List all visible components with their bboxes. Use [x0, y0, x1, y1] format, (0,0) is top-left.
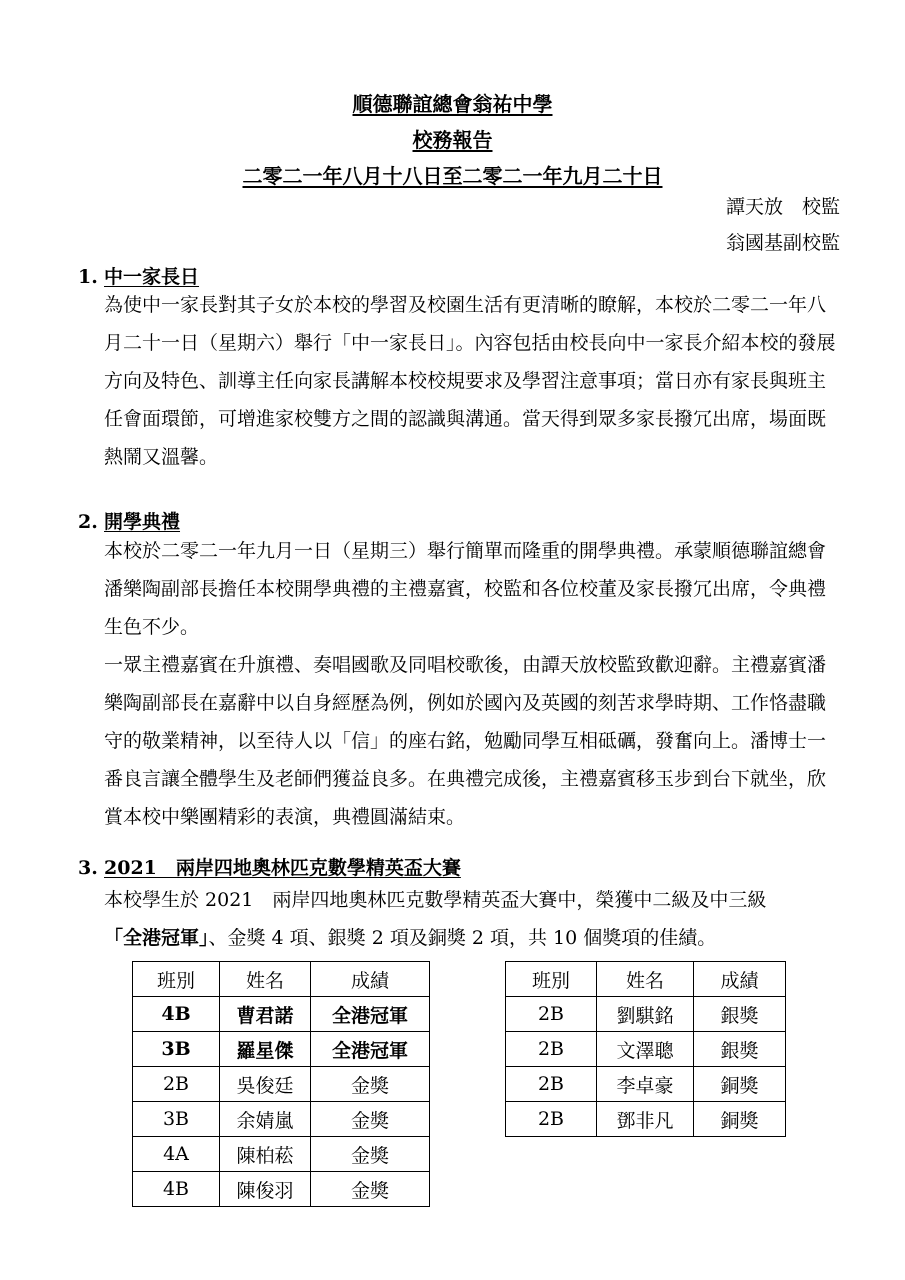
cell-name: 余婧嵐	[220, 1102, 311, 1137]
table-row	[506, 997, 786, 1032]
section-1-heading	[78, 262, 199, 289]
table-row	[506, 1102, 786, 1137]
section-number: 2.	[78, 511, 98, 533]
section-title: 2021 兩岸四地奧林匹克數學精英盃大賽	[104, 857, 461, 879]
header-result: 成績	[694, 962, 786, 997]
section-1-body	[104, 286, 840, 476]
table-row	[133, 1102, 430, 1137]
section-3-body	[104, 881, 864, 957]
paragraph-line-rest: 、金獎 4 項、銀獎 2 項及銅獎 2 項，共 10 個獎項的佳績。	[208, 927, 717, 949]
section-2-body	[104, 532, 840, 836]
table-row	[133, 1137, 430, 1172]
report-period: 二零二一年八月十八日至二零二一年九月二十日	[242, 164, 663, 188]
cell-name: 文澤聰	[597, 1032, 694, 1067]
paragraph-line: 本校學生於 2021 兩岸四地奧林匹克數學精英盃大賽中，榮獲中二級及中三級	[104, 889, 767, 911]
cell-name: 鄧非凡	[597, 1102, 694, 1137]
cell-name: 陳柏菘	[220, 1137, 311, 1172]
section-3-heading	[78, 853, 461, 880]
header-result: 成績	[311, 962, 430, 997]
header-name: 姓名	[597, 962, 694, 997]
table-row	[133, 1172, 430, 1207]
cell-result: 金獎	[311, 1067, 430, 1102]
cell-result: 金獎	[311, 1172, 430, 1207]
cell-name: 曹君諾	[220, 997, 311, 1032]
section-number: 1.	[78, 266, 98, 288]
awards-table-right	[505, 961, 786, 1137]
cell-name: 吳俊廷	[220, 1067, 311, 1102]
table-row	[133, 997, 430, 1032]
section-number: 3.	[78, 857, 98, 879]
paragraph: 本校於二零二一年九月一日（星期三）舉行簡單而隆重的開學典禮。承蒙順德聯誼總會潘樂陶副部長擔任本校開學典禮的主禮嘉賓，校監和各位校董及家長撥冗出席，令典禮生色不少。	[104, 540, 827, 638]
section-title: 開學典禮	[104, 511, 181, 533]
cell-result: 銅獎	[694, 1102, 786, 1137]
table-row	[506, 1067, 786, 1102]
cell-result: 金獎	[311, 1102, 430, 1137]
awards-table-left	[132, 961, 430, 1207]
cell-class: 2B	[506, 1032, 597, 1067]
signer-supervisor: 譚天放 校監	[725, 196, 840, 218]
cell-class: 3B	[133, 1032, 220, 1067]
cell-class: 4B	[133, 1172, 220, 1207]
section-2-heading	[78, 507, 180, 534]
header-class: 班別	[506, 962, 597, 997]
cell-class: 2B	[133, 1067, 220, 1102]
table-header-row	[133, 962, 430, 997]
signer-deputy-supervisor: 翁國基副校監	[725, 232, 840, 254]
cell-class: 4B	[133, 997, 220, 1032]
paragraph: 一眾主禮嘉賓在升旗禮、奏唱國歌及同唱校歌後，由譚天放校監致歡迎辭。主禮嘉賓潘樂陶副部長在嘉辭中以自身經歷為例，例如於國內及英國的刻苦求學時期、工作恪盡職守的敬業精神，以至待人以「信」的座右銘，勉勵同學互相砥礪，發奮向上。潘博士一番良言讓全體學生及老師們獲益良多。在典禮完成後，主禮嘉賓移玉步到台下就坐，欣賞本校中樂團精彩的表演，典禮圓滿結束。	[104, 654, 827, 828]
table-header-row	[506, 962, 786, 997]
cell-name: 李卓豪	[597, 1067, 694, 1102]
cell-result: 銅獎	[694, 1067, 786, 1102]
cell-result: 全港冠軍	[311, 1032, 430, 1067]
cell-result: 銀獎	[694, 997, 786, 1032]
paragraph: 為使中一家長對其子女於本校的學習及校園生活有更清晰的瞭解，本校於二零二一年八月二十一日（星期六）舉行「中一家長日」。內容包括由校長向中一家長介紹本校的發展方向及特色、訓導主任向家長講解本校校規要求及學習注意事項；當日亦有家長與班主任會面環節，可增進家校雙方之間的認識與溝通。當天得到眾多家長撥冗出席，場面既熱鬧又溫馨。	[104, 294, 836, 468]
cell-result: 銀獎	[694, 1032, 786, 1067]
cell-name: 羅星傑	[220, 1032, 311, 1067]
table-row	[506, 1032, 786, 1067]
table-row	[133, 1067, 430, 1102]
cell-result: 全港冠軍	[311, 997, 430, 1032]
cell-class: 2B	[506, 997, 597, 1032]
cell-class: 2B	[506, 1067, 597, 1102]
header-class: 班別	[133, 962, 220, 997]
school-title: 順德聯誼總會翁祐中學	[352, 92, 553, 116]
cell-name: 劉騏銘	[597, 997, 694, 1032]
header-name: 姓名	[220, 962, 311, 997]
table-row	[133, 1032, 430, 1067]
cell-class: 3B	[133, 1102, 220, 1137]
cell-class: 4A	[133, 1137, 220, 1172]
paragraph-line	[104, 919, 864, 957]
cell-class: 2B	[506, 1102, 597, 1137]
report-title: 校務報告	[412, 128, 493, 152]
cell-name: 陳俊羽	[220, 1172, 311, 1207]
champion-highlight: 「全港冠軍」	[104, 927, 209, 949]
cell-result: 金獎	[311, 1137, 430, 1172]
section-title: 中一家長日	[104, 266, 200, 288]
